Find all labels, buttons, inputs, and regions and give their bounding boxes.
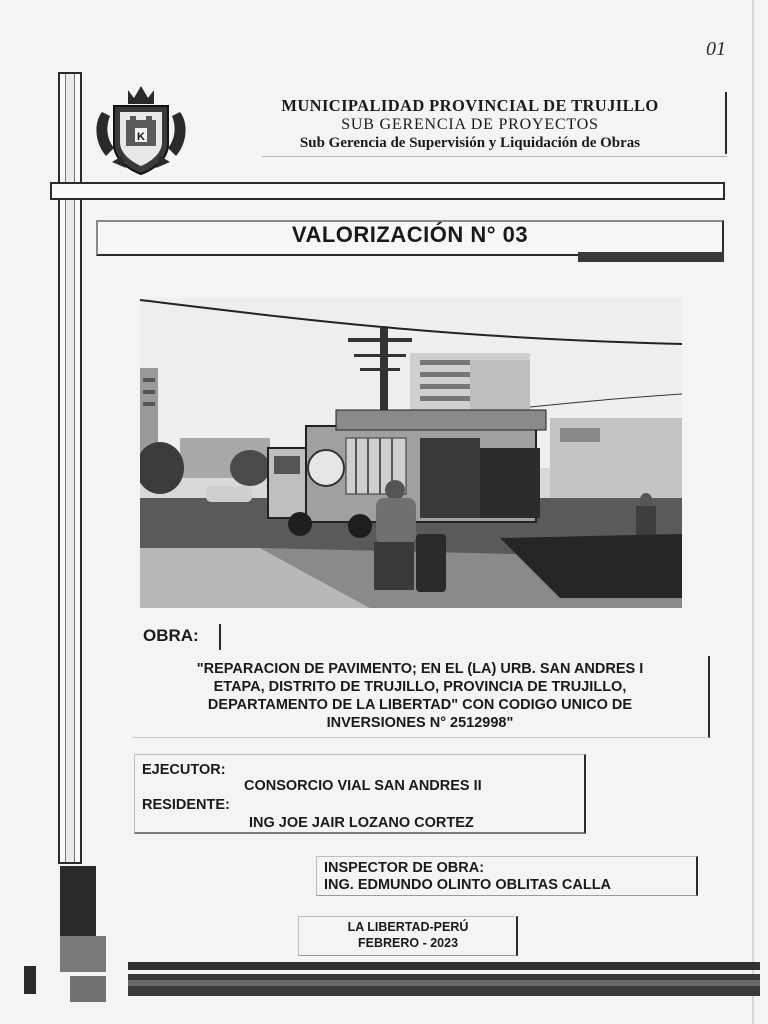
location-place: LA LIBERTAD-PERÚ <box>347 920 469 934</box>
ejecutor-label: EJECUTOR: <box>142 762 226 778</box>
title-shadow <box>578 252 724 262</box>
header-divider-bar <box>50 182 725 200</box>
footer-block <box>60 866 96 936</box>
header-rule <box>262 156 727 157</box>
inspector-label: INSPECTOR DE OBRA: <box>324 860 485 876</box>
footer-block <box>70 976 106 1002</box>
footer-bar-highlight <box>128 980 760 986</box>
obra-line: ETAPA, DISTRITO DE TRUJILLO, PROVINCIA DE TRUJILLO, <box>213 679 627 695</box>
page-number: 01 <box>706 38 726 60</box>
crest-letter: K <box>137 131 145 143</box>
obra-line: DEPARTAMENTO DE LA LIBERTAD" CON CODIGO UNICO DE <box>207 697 633 713</box>
footer-block <box>24 966 36 994</box>
site-photo <box>140 298 682 608</box>
document-title: VALORIZACIÓN N° 03 <box>291 222 529 247</box>
header-subgerencia: SUB GERENCIA DE PROYECTOS <box>341 116 599 133</box>
obra-line: "REPARACION DE PAVIMENTO; EN EL (LA) URB. SAN ANDRES I <box>196 661 644 677</box>
obra-label: OBRA: <box>143 626 199 645</box>
obra-line: INVERSIONES N° 2512998" <box>326 715 514 731</box>
scan-edge <box>752 0 754 1024</box>
residente-value: ING JOE JAIR LOZANO CORTEZ <box>249 815 474 831</box>
residente-label: RESIDENTE: <box>142 797 230 813</box>
header-municipality: MUNICIPALIDAD PROVINCIAL DE TRUJILLO <box>281 96 659 115</box>
footer-block <box>60 936 106 972</box>
inspector-value: ING. EDMUNDO OLINTO OBLITAS CALLA <box>324 877 612 893</box>
obra-label-tick <box>219 624 221 650</box>
ejecutor-value: CONSORCIO VIAL SAN ANDRES II <box>244 778 482 794</box>
footer-bar <box>128 962 760 970</box>
header-supervision: Sub Gerencia de Supervisión y Liquidación de Obras <box>299 135 641 151</box>
obra-description <box>140 660 700 732</box>
location-date: FEBRERO - 2023 <box>357 936 459 950</box>
